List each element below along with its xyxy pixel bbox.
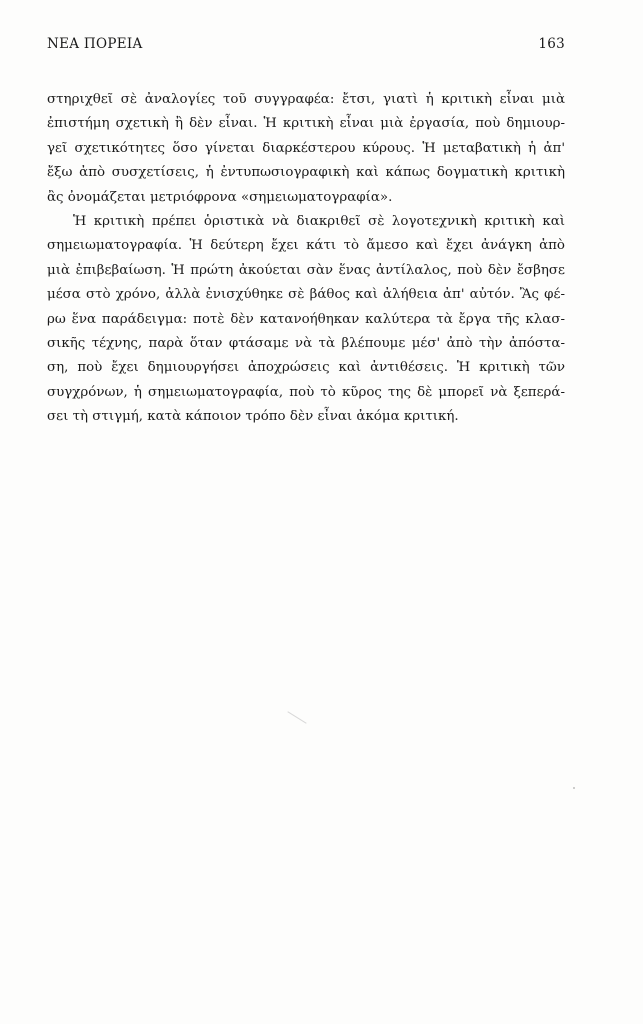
text-line: συγχρόνων, ἡ σημειωματογραφία, ποὺ τὸ κῦρος της δὲ μπορεῖ νὰ ξεπερά-	[47, 384, 565, 400]
text-line: ρω ἕνα παράδειγμα: ποτὲ δὲν κατανοήθηκαν καλύτερα τὰ ἔργα τῆς κλασ-	[47, 311, 565, 327]
text-line: στηριχθεῖ σὲ ἀναλογίες τοῦ συγγραφέα: ἔτσι, γιατὶ ἡ κριτικὴ εἶναι μιὰ	[47, 92, 565, 107]
text-line: ση, ποὺ ἔχει δημιουργήσει ἀποχρώσεις καὶ ἀντιθέσεις. Ἡ κριτικὴ τῶν	[47, 360, 565, 376]
text-line: ἔξω ἀπὸ συσχετίσεις, ἡ ἐντυπωσιογραφικὴ καὶ κάπως δογματικὴ κριτικὴ	[47, 165, 565, 181]
text-line: ἂς ὀνομάζεται μετριόφρονα «σημειωματογραφία».	[47, 189, 393, 205]
paragraph-1	[47, 88, 565, 210]
text-line: μιὰ ἐπιβεβαίωση. Ἡ πρώτη ἀκούεται σὰν ἕνας ἀντίλαλος, ποὺ δὲν ἔσβησε	[47, 262, 565, 278]
scan-speck	[573, 787, 575, 789]
body-text	[47, 88, 565, 430]
text-line: ἐπιστήμη σχετικὴ ἢ δὲν εἶναι. Ἡ κριτικὴ εἶναι μιὰ ἐργασία, ποὺ δημιουρ-	[47, 116, 565, 132]
page-number: 163	[538, 36, 565, 52]
text-line: Ἡ κριτικὴ πρέπει ὁριστικὰ νὰ διακριθεῖ σὲ λογοτεχνικὴ κριτικὴ καὶ	[73, 214, 565, 230]
running-head: ΝΕΑ ΠΟΡΕΙΑ	[47, 36, 143, 52]
text-line: σικῆς τέχνης, παρὰ ὅταν φτάσαμε νὰ τὰ βλέπουμε μέσ' ἀπὸ τὴν ἀπόστα-	[47, 336, 565, 352]
text-line: σημειωματογραφία. Ἡ δεύτερη ἔχει κάτι τὸ ἄμεσο καὶ ἔχει ἀνάγκη ἀπὸ	[47, 238, 565, 254]
text-line: μέσα στὸ χρόνο, ἀλλὰ ἐνισχύθηκε σὲ βάθος καὶ ἀλήθεια ἀπ' αὐτόν. Ἂς φέ-	[47, 287, 565, 303]
scan-mark	[287, 711, 306, 724]
paragraph-2	[47, 210, 565, 430]
text-line: γεῖ σχετικότητες ὅσο γίνεται διαρκέστερου κύρους. Ἡ μεταβατικὴ ἡ ἀπ'	[47, 140, 565, 156]
text-line: σει τὴ στιγμή, κατὰ κάποιον τρόπο δὲν εἶναι ἀκόμα κριτική.	[47, 409, 459, 425]
page-header	[47, 36, 565, 56]
